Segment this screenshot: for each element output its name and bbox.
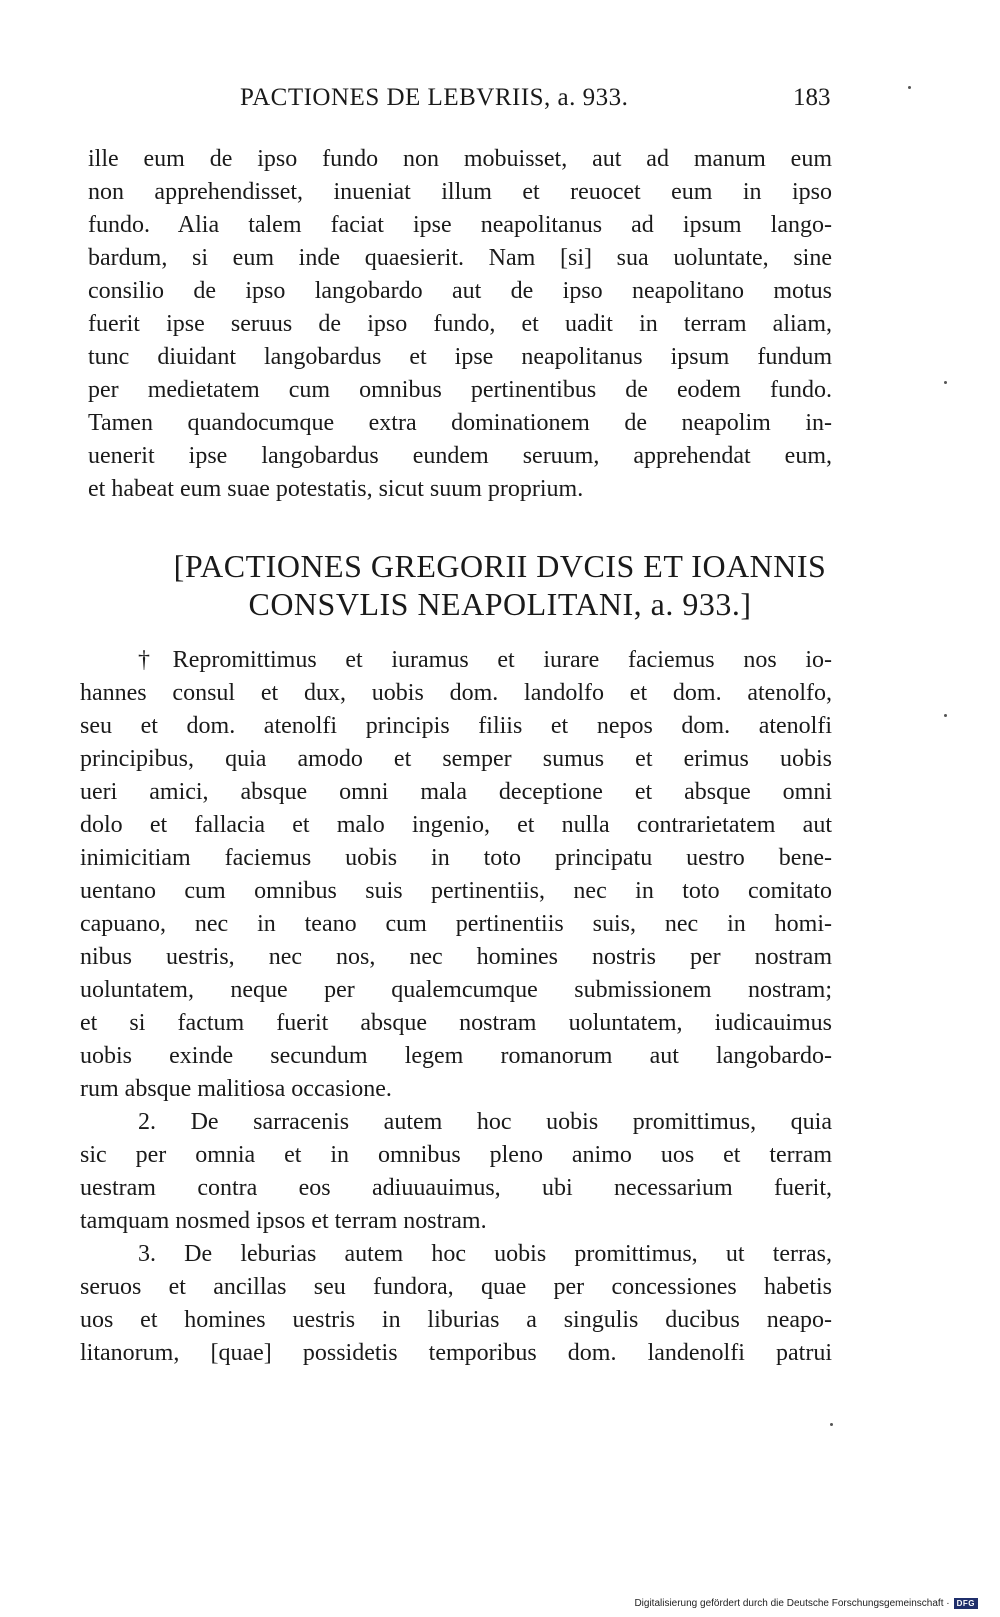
digitization-credit [634, 1598, 978, 1609]
text-line: rum absque malitiosa occasione. [80, 1076, 392, 1102]
text-line: bardum, si eum inde quaesierit. Nam [si] sua uoluntate, sine [88, 245, 832, 271]
text-line: sic per omnia et in omnibus pleno animo uos et terram [80, 1142, 832, 1168]
text-line: seu et dom. atenolfi principis filiis et nepos dom. atenolfi [80, 713, 832, 739]
text-line: Tamen quandocumque extra dominationem de neapolim in- [88, 410, 832, 436]
text-line: inimicitiam faciemus uobis in toto principatu uestro bene- [80, 845, 832, 871]
text-line: uos et homines uestris in liburias a singulis ducibus neapo- [80, 1307, 832, 1333]
text-line: uentano cum omnibus suis pertinentiis, nec in toto comitato [80, 878, 832, 904]
text-line: ille eum de ipso fundo non mobuisset, aut ad manum eum [88, 146, 832, 172]
section-heading-line-1: [PACTIONES GREGORII DVCIS ET IOANNIS [173, 548, 827, 584]
text-line: principibus, quia amodo et semper sumus et erimus uobis [80, 746, 832, 772]
text-line: †Repromittimus et iuramus et iurare faciemus nos io- [138, 647, 832, 673]
scan-speck [944, 714, 947, 717]
text-line: uobis exinde secundum legem romanorum aut langobardo- [80, 1043, 832, 1069]
text-line: tamquam nosmed ipsos et terram nostram. [80, 1208, 487, 1234]
credit-text: Digitalisierung gefördert durch die Deutsche Forschungsgemeinschaft · [634, 1598, 950, 1609]
text-line: fuerit ipse seruus de ipso fundo, et uadit in terram aliam, [88, 311, 832, 337]
text-line: ueri amici, absque omni mala deceptione et absque omni [80, 779, 832, 805]
text-line: hannes consul et dux, uobis dom. landolfo et dom. atenolfo, [80, 680, 832, 706]
scan-speck [944, 381, 947, 384]
page-number: 183 [793, 84, 831, 111]
text-line: uenerit ipse langobardus eundem seruum, apprehendat eum, [88, 443, 832, 469]
text-line: uoluntatem, neque per qualemcumque submissionem nostram; [80, 977, 832, 1003]
text-line: seruos et ancillas seu fundora, quae per concessiones habetis [80, 1274, 832, 1300]
text-line: uestram contra eos adiuuauimus, ubi necessarium fuerit, [80, 1175, 832, 1201]
section-heading-line-2: CONSVLIS NEAPOLITANI, a. 933.] [248, 586, 752, 622]
text-line: tunc diuidant langobardus et ipse neapolitanus ipsum fundum [88, 344, 832, 370]
text-line: litanorum, [quae] possidetis temporibus dom. landenolfi patrui [80, 1340, 832, 1366]
text-line: nibus uestris, nec nos, nec homines nostris per nostram [80, 944, 832, 970]
text-line: per medietatem cum omnibus pertinentibus de eodem fundo. [88, 377, 832, 403]
scan-speck [908, 86, 911, 89]
text-line: et habeat eum suae potestatis, sicut suum proprium. [88, 476, 584, 502]
text-line: capuano, nec in teano cum pertinentiis suis, nec in homi- [80, 911, 832, 937]
text-line: non apprehendisset, inueniat illum et reuocet eum in ipso [88, 179, 832, 205]
dfg-logo: DFG [954, 1598, 978, 1609]
text-line: consilio de ipso langobardo aut de ipso neapolitano motus [88, 278, 832, 304]
running-title: PACTIONES DE LEBVRIIS, a. 933. [240, 84, 629, 111]
text-line: dolo et fallacia et malo ingenio, et nulla contrarietatem aut [80, 812, 832, 838]
scan-speck [830, 1423, 833, 1426]
text-line: 2. De sarracenis autem hoc uobis promittimus, quia [138, 1109, 832, 1135]
text-line: fundo. Alia talem faciat ipse neapolitanus ad ipsum lango- [88, 212, 832, 238]
text-line: et si factum fuerit absque nostram uoluntatem, iudicauimus [80, 1010, 832, 1036]
text-line: 3. De leburias autem hoc uobis promittimus, ut terras, [138, 1241, 832, 1267]
